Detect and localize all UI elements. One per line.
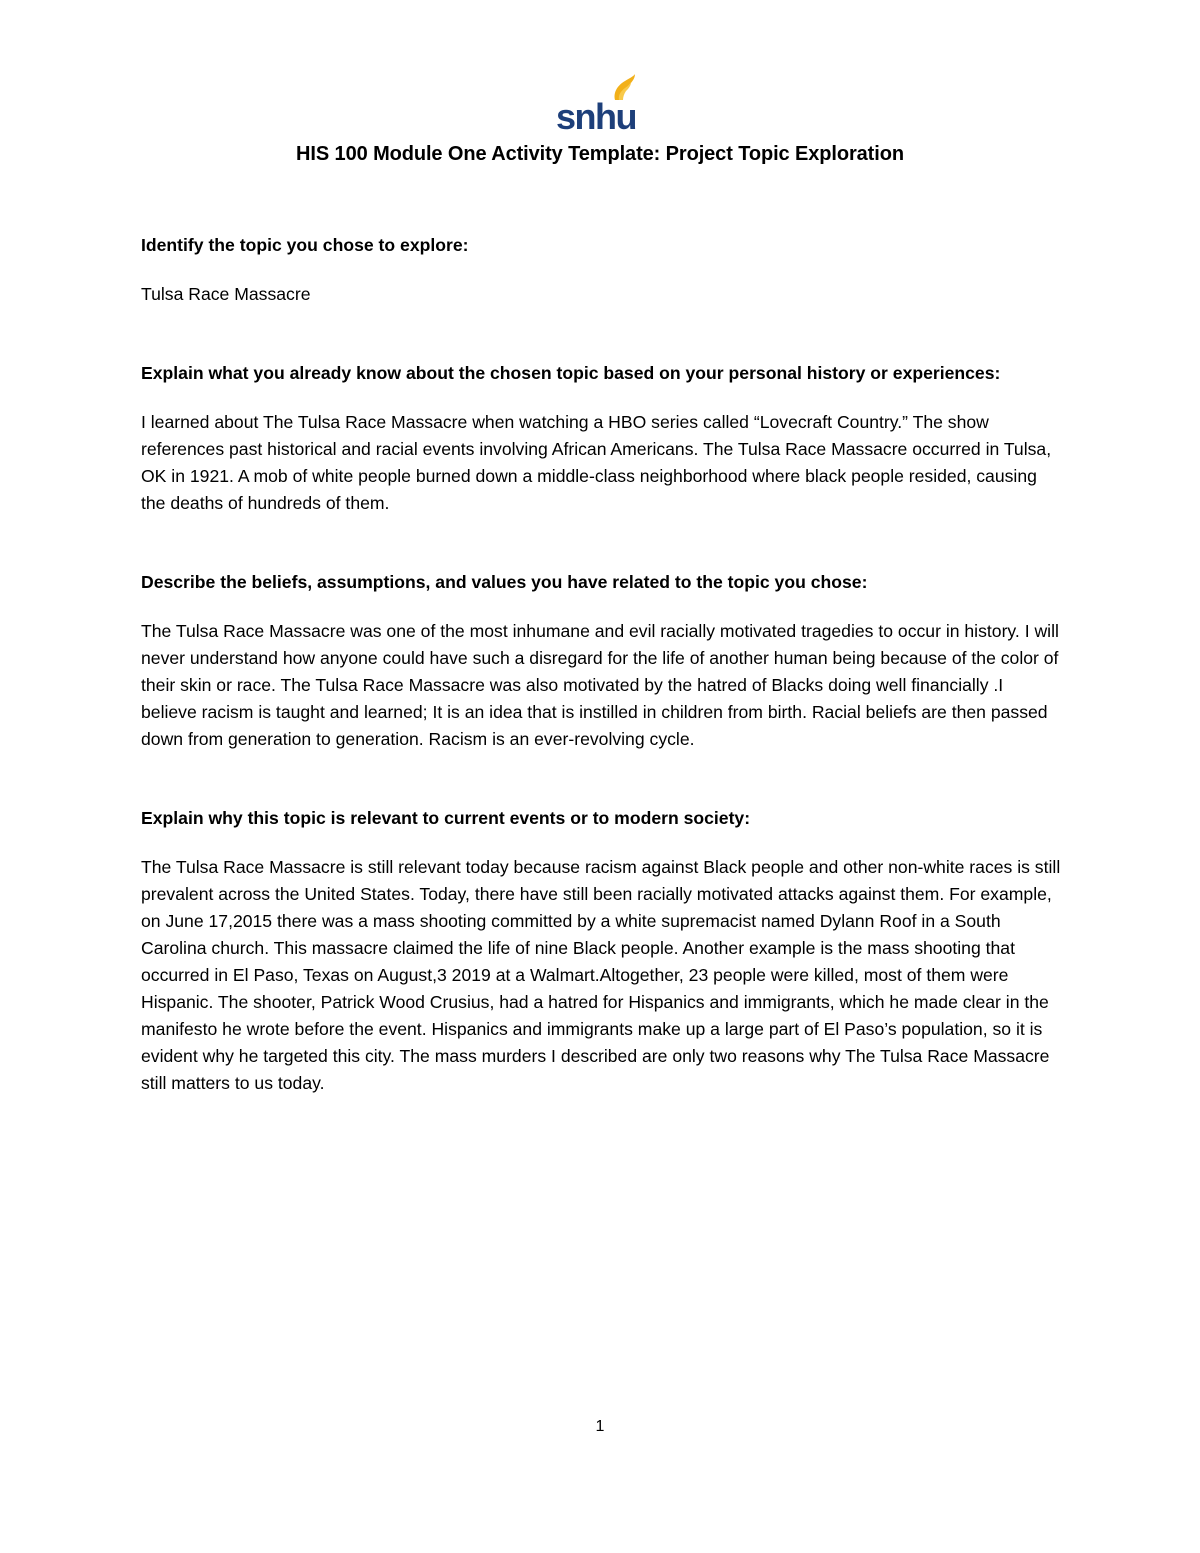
section-heading-relevance: Explain why this topic is relevant to current events or to modern society:: [141, 808, 751, 828]
snhu-logo: [555, 74, 637, 132]
section-body-relevance: The Tulsa Race Massacre is still relevant today because racism against Black people and other non-white races is still prevalent across the United States. Today, there have still been racially motivated attacks against them. For example, on June 17,2015 there was a mass shooting committed by a white supremacist named Dylann Roof in a South Carolina church. This massacre claimed the life of nine Black people. Another example is the mass shooting that occurred in El Paso, Texas on August,3 2019 at a Walmart.Altogether, 23 people were killed, most of them were Hispanic. The shooter, Patrick Wood Crusius, had a hatred for Hispanics and immigrants, which he made clear in the manifesto he wrote before the event. Hispanics and immigrants make up a large part of El Paso’s population, so it is evident why he targeted this city. The mass murders I described are only two reasons why The Tulsa Race Massacre still matters to us today.: [141, 857, 1061, 1093]
snhu-logo-graphic: [555, 74, 637, 132]
section-body-prior-knowledge: I learned about The Tulsa Race Massacre when watching a HBO series called “Lovecraft Country.” The show references past historical and racial events involving African Americans. The Tulsa Race Massacre occurred in Tulsa, OK in 1921. A mob of white people burned down a middle-class neighborhood where black people resided, causing the deaths of hundreds of them.: [141, 412, 1052, 513]
section-heading-prior-knowledge: Explain what you already know about the chosen topic based on your personal history or experiences:: [141, 363, 1001, 383]
document-title: HIS 100 Module One Activity Template: Project Topic Exploration: [296, 143, 904, 165]
section-body-topic: Tulsa Race Massacre: [141, 284, 311, 304]
page-number: 1: [595, 1418, 605, 1435]
section-heading-topic: Identify the topic you chose to explore:: [141, 235, 469, 255]
logo-wordmark: snhu: [556, 96, 636, 132]
section-body-beliefs: The Tulsa Race Massacre was one of the most inhumane and evil racially motivated tragedies to occur in history. I will never understand how anyone could have such a disregard for the life of another human being because of the color of their skin or race. The Tulsa Race Massacre was also motivated by the hatred of Blacks doing well financially .I believe racism is taught and learned; It is an idea that is instilled in children from birth. Racial beliefs are then passed down from generation to generation. Racism is an ever-revolving cycle.: [141, 621, 1059, 749]
section-heading-beliefs: Describe the beliefs, assumptions, and values you have related to the topic you chose:: [141, 572, 868, 592]
document-body: [141, 232, 1061, 1097]
